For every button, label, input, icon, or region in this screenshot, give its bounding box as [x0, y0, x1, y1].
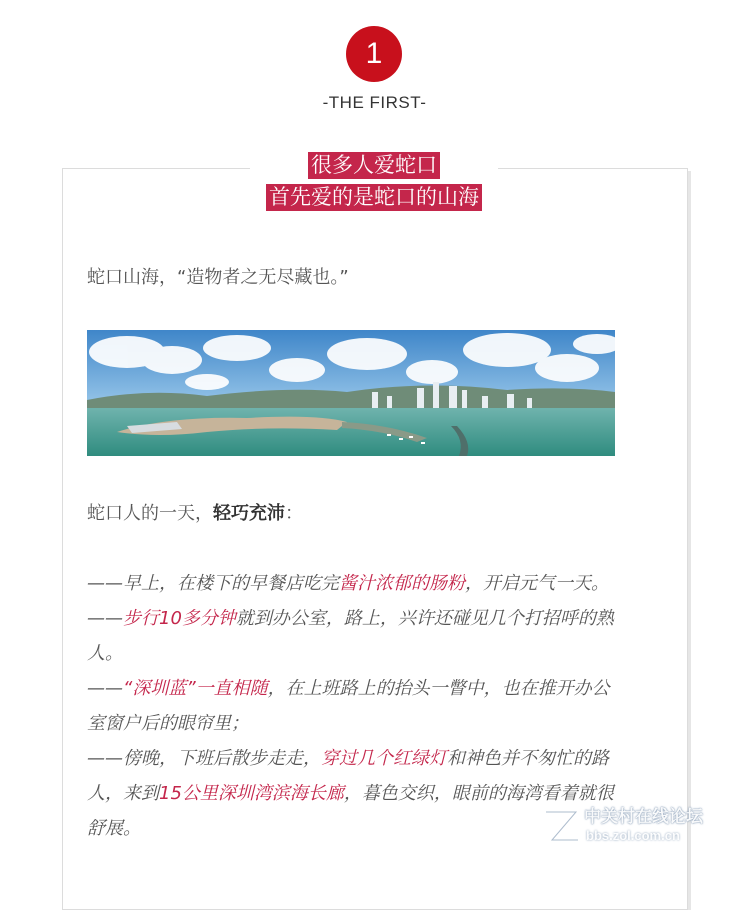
panorama-photo — [87, 330, 615, 456]
item-text: 早上，在楼下的早餐店吃完 — [123, 573, 339, 594]
item-dash: —— — [87, 678, 123, 699]
section-heading — [250, 150, 498, 222]
day-intro-paragraph — [87, 499, 303, 525]
watermark-url: bbs.zol.com.cn — [586, 828, 680, 843]
item-dash: —— — [87, 748, 123, 769]
list-item — [87, 566, 677, 601]
watermark-title: 中关村在线论坛 — [584, 807, 703, 827]
zol-logo-icon — [540, 804, 584, 848]
day-intro-prefix: 蛇口人的一天， — [87, 503, 213, 524]
item-text: 人，来到 — [87, 783, 159, 804]
day-intro-bold: 轻巧充沛 — [213, 503, 285, 524]
list-item — [87, 671, 677, 741]
item-highlight: “深圳蓝”一直相随 — [123, 678, 268, 699]
item-dash: —— — [87, 573, 123, 594]
list-item — [87, 601, 677, 671]
intro-paragraph: 蛇口山海，“造物者之无尽藏也。” — [87, 267, 349, 288]
section-number-badge: 1 — [346, 26, 402, 82]
section-subtitle: -THE FIRST- — [322, 93, 427, 112]
item-text: 人。 — [87, 643, 123, 664]
item-highlight: 酱汁浓郁的肠粉 — [339, 573, 465, 594]
item-text: 就到办公室，路上，兴许还碰见几个打招呼的熟 — [235, 608, 614, 629]
heading-line-1: 很多人爱蛇口 — [308, 152, 440, 179]
item-text: ，在上班路上的抬头一瞥中，也在推开办公 — [267, 678, 610, 699]
item-text: 舒展。 — [87, 818, 141, 839]
item-text: ，暮色交织，眼前的海湾看着就很 — [343, 783, 614, 804]
watermark — [540, 798, 740, 856]
panorama-photo-art — [87, 330, 615, 456]
item-text: 傍晚，下班后散步走走， — [123, 748, 321, 769]
item-text: 和神色并不匆忙的路 — [447, 748, 609, 769]
item-highlight: 穿过几个红绿灯 — [321, 748, 447, 769]
item-highlight: 步行10多分钟 — [123, 608, 236, 629]
item-text: ，开启元气一天。 — [465, 573, 609, 594]
day-intro-suffix: ： — [285, 503, 303, 524]
item-highlight: 15公里深圳湾滨海长廊 — [159, 783, 344, 804]
item-dash: —— — [87, 608, 123, 629]
item-text: 室窗户后的眼帘里； — [87, 713, 249, 734]
heading-line-2: 首先爱的是蛇口的山海 — [266, 184, 482, 211]
